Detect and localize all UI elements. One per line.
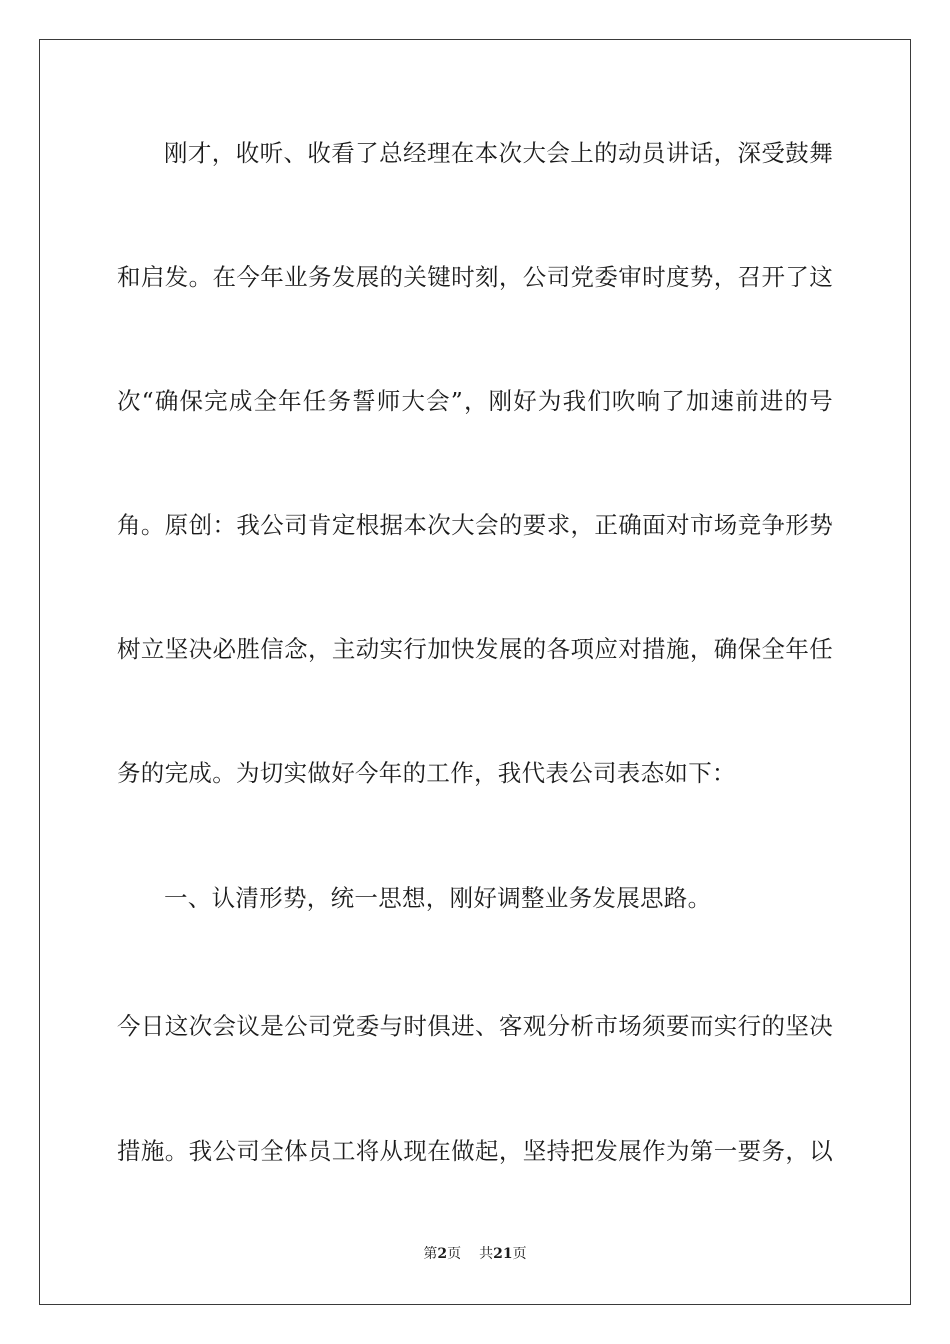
paragraph-line-6: 务的完成。为切实做好今年的工作，我代表公司表态如下：	[117, 759, 736, 787]
page-border	[39, 39, 911, 1305]
total-pages: 21	[493, 1246, 513, 1262]
paragraph-line-5: 树立坚决必胜信念，主动实行加快发展的各项应对措施，确保全年任	[117, 635, 833, 663]
paragraph-line-2: 和启发。在今年业务发展的关键时刻，公司党委审时度势，召开了这	[117, 263, 833, 291]
page-number: 2	[437, 1246, 448, 1262]
paragraph-line-8: 今日这次会议是公司党委与时俱进、客观分析市场须要而实行的坚决	[117, 1012, 833, 1040]
paragraph-line-3: 次“确保完成全年任务誓师大会”，刚好为我们吹响了加速前进的号	[117, 387, 833, 415]
page-prefix: 第	[423, 1246, 438, 1262]
total-suffix: 页	[512, 1246, 527, 1262]
paragraph-line-9: 措施。我公司全体员工将从现在做起，坚持把发展作为第一要务，以	[117, 1137, 833, 1165]
paragraph-line-4: 角。原创：我公司肯定根据本次大会的要求，正确面对市场竞争形势	[117, 511, 833, 539]
total-prefix: 共	[479, 1246, 494, 1262]
page-suffix: 页	[447, 1246, 462, 1262]
paragraph-line-1: 刚才，收听、收看了总经理在本次大会上的动员讲话，深受鼓舞	[164, 139, 833, 167]
section-heading-1: 一、认清形势，统一思想，刚好调整业务发展思路。	[164, 884, 712, 912]
page-footer	[0, 1245, 950, 1263]
